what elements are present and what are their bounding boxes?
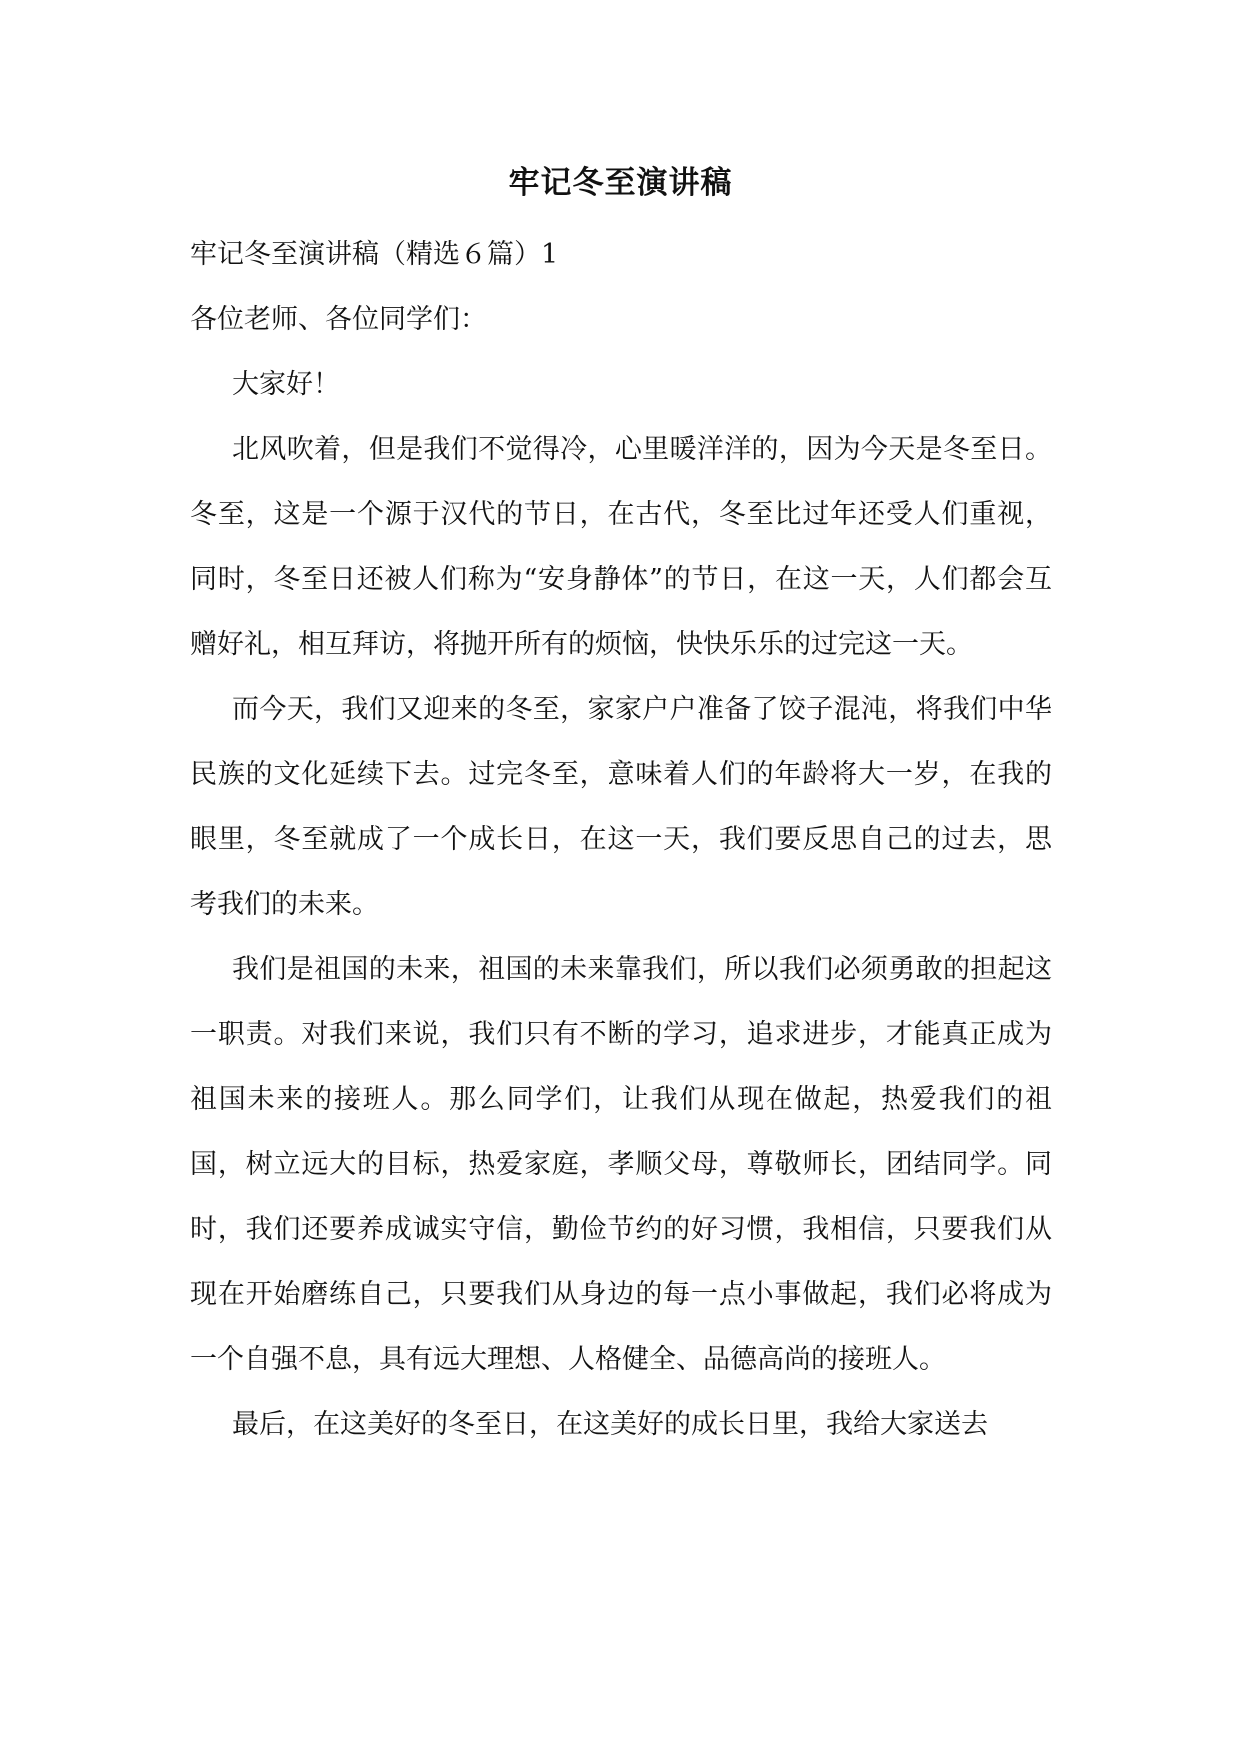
salutation: 各位老师、各位同学们： bbox=[190, 304, 487, 335]
document-subtitle: 牢记冬至演讲稿（精选６篇）1 bbox=[190, 239, 559, 270]
paragraph: 而今天，我们又迎来的冬至，家家户户准备了饺子混沌，将我们中华民族的文化延续下去。过完冬至，意味着人们的年龄将大一岁，在我的眼里，冬至就成了一个成长日，在这一天，我们要反思自己的过去，思考我们的未来。 bbox=[190, 694, 1052, 920]
paragraph: 北风吹着，但是我们不觉得冷，心里暖洋洋的，因为今天是冬至日。冬至，这是一个源于汉代的节日，在古代，冬至比过年还受人们重视，同时，冬至日还被人们称为“安身静体”的节日，在这一天，人们都会互赠好礼，相互拜访，将抛开所有的烦恼，快快乐乐的过完这一天。 bbox=[190, 434, 1052, 660]
paragraph: 最后，在这美好的冬至日，在这美好的成长日里，我给大家送去 bbox=[232, 1409, 988, 1440]
document-title: 牢记冬至演讲稿 bbox=[508, 165, 733, 201]
document-body bbox=[190, 222, 1052, 1457]
paragraph: 我们是祖国的未来，祖国的未来靠我们，所以我们必须勇敢的担起这一职责。对我们来说，我们只有不断的学习，追求进步，才能真正成为祖国未来的接班人。那么同学们，让我们从现在做起，热爱我们的祖国，树立远大的目标，热爱家庭，孝顺父母，尊敬师长，团结同学。同时，我们还要养成诚实守信，勤俭节约的好习惯，我相信，只要我们从现在开始磨练自己，只要我们从身边的每一点小事做起，我们必将成为一个自强不息，具有远大理想、人格健全、品德高尚的接班人。 bbox=[190, 954, 1052, 1375]
greeting: 大家好！ bbox=[232, 369, 340, 400]
